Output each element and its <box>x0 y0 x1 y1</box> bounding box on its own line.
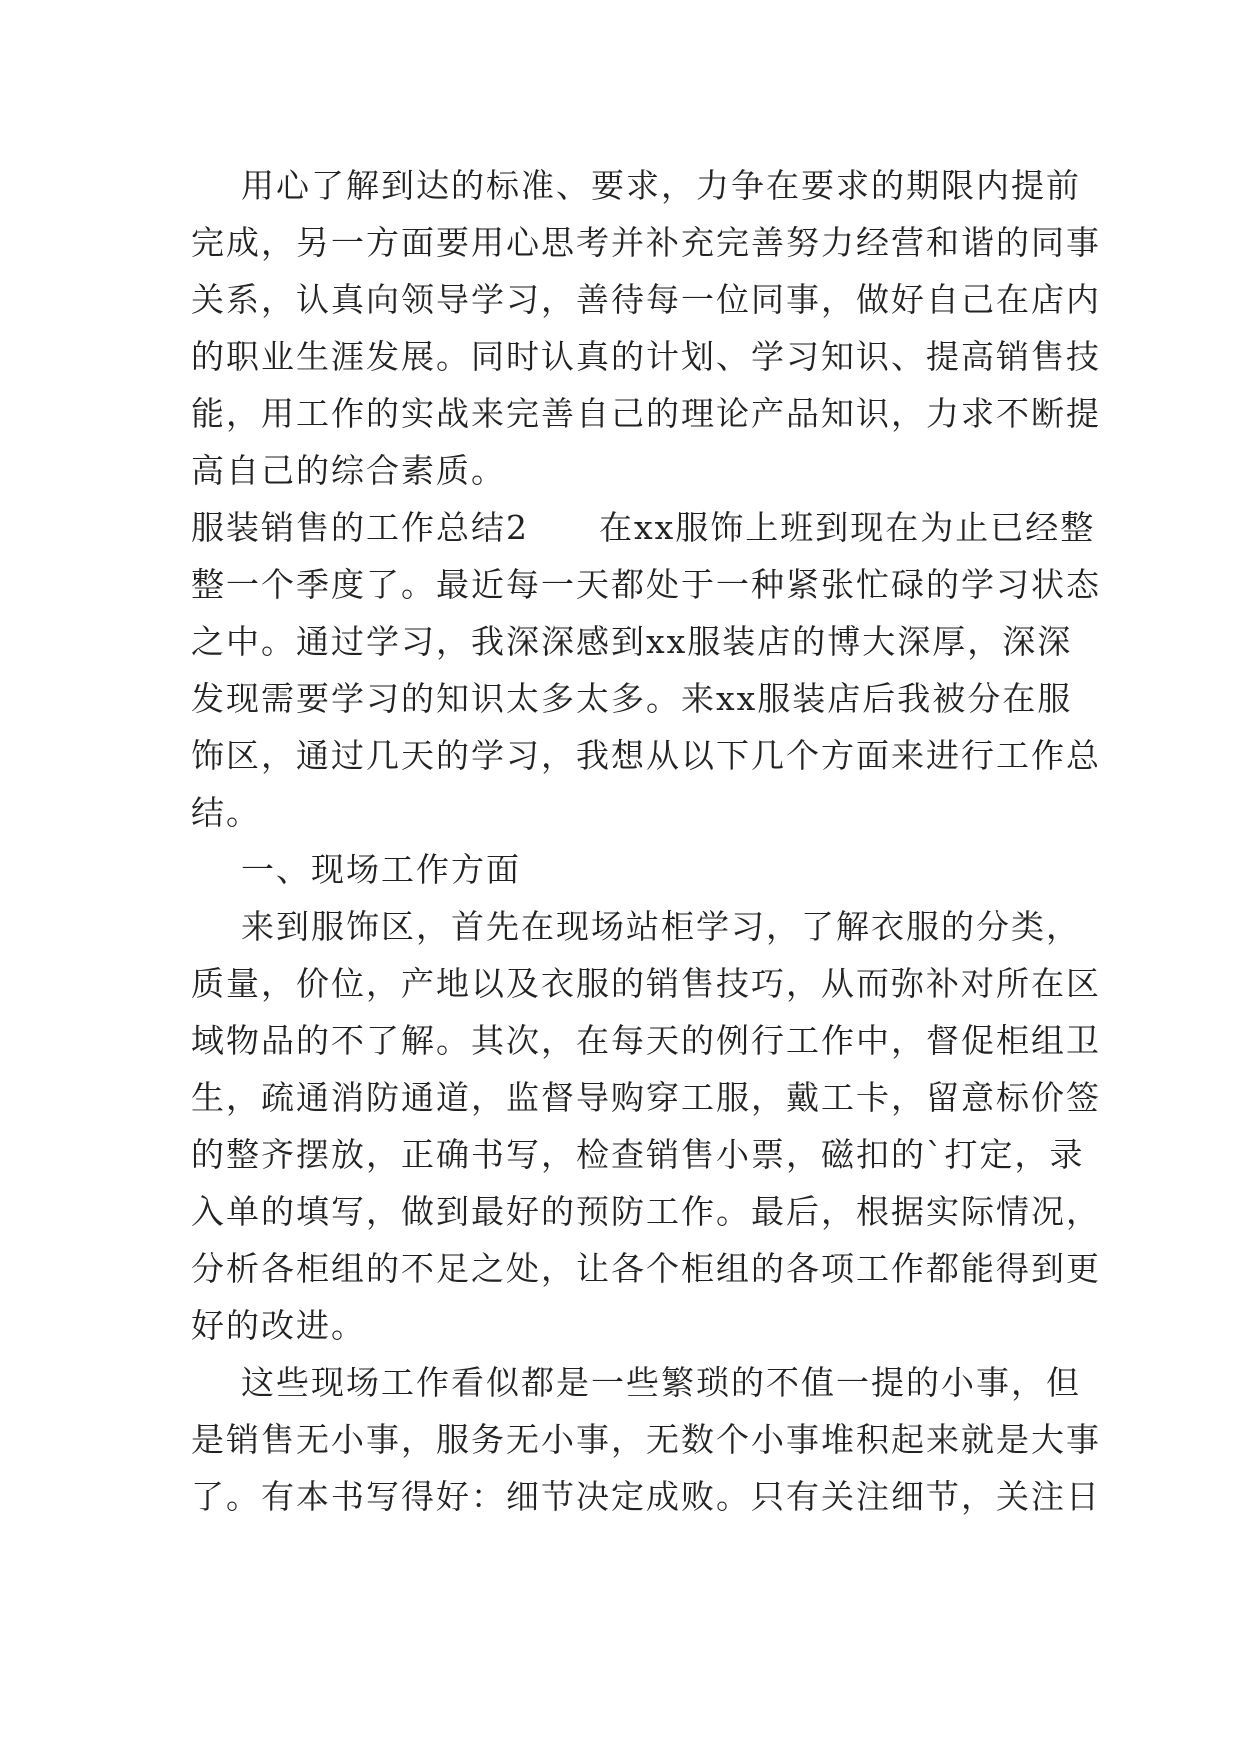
text-line: 能，用工作的实战来完善自己的理论产品知识，力求不断提 <box>191 394 1101 433</box>
text-line: 之中。通过学习，我深深感到xx服装店的博大深厚，深深 <box>191 622 1073 661</box>
section-heading: 服装销售的工作总结2 在xx服饰上班到现在为止已经整 <box>191 508 1096 547</box>
text-line: 质量，价位，产地以及衣服的销售技巧，从而弥补对所在区 <box>191 964 1101 1003</box>
text-line: 的整齐摆放，正确书写，检查销售小票，磁扣的`打定，录 <box>191 1135 1085 1174</box>
text-line: 来到服饰区，首先在现场站柜学习，了解衣服的分类， <box>191 907 1081 946</box>
text-line: 发现需要学习的知识太多太多。来xx服装店后我被分在服 <box>191 679 1073 718</box>
text-line: 高自己的综合素质。 <box>191 451 506 490</box>
text-line: 关系，认真向领导学习，善待每一位同事，做好自己在店内 <box>191 280 1101 319</box>
text-line: 这些现场工作看似都是一些繁琐的不值一提的小事，但 <box>191 1363 1081 1402</box>
text-line: 是销售无小事，服务无小事，无数个小事堆积起来就是大事 <box>191 1420 1101 1459</box>
text-line: 了。有本书写得好：细节决定成败。只有关注细节，关注日 <box>191 1477 1101 1516</box>
text-line: 结。 <box>191 793 261 832</box>
text-line: 的职业生涯发展。同时认真的计划、学习知识、提高销售技 <box>191 337 1101 376</box>
text-line: 完成，另一方面要用心思考并补充完善努力经营和谐的同事 <box>191 223 1101 262</box>
text-line: 入单的填写，做到最好的预防工作。最后，根据实际情况， <box>191 1192 1101 1231</box>
subheading: 一、现场工作方面 <box>191 850 521 889</box>
text-line: 分析各柜组的不足之处，让各个柜组的各项工作都能得到更 <box>191 1249 1101 1288</box>
text-line: 用心了解到达的标准、要求，力争在要求的期限内提前 <box>191 166 1081 205</box>
text-line: 饰区，通过几天的学习，我想从以下几个方面来进行工作总 <box>191 736 1101 775</box>
text-line: 好的改进。 <box>191 1306 366 1345</box>
text-line: 域物品的不了解。其次，在每天的例行工作中，督促柜组卫 <box>191 1021 1101 1060</box>
text-line: 整一个季度了。最近每一天都处于一种紧张忙碌的学习状态 <box>191 565 1101 604</box>
text-line: 生，疏通消防通道，监督导购穿工服，戴工卡，留意标价签 <box>191 1078 1101 1117</box>
